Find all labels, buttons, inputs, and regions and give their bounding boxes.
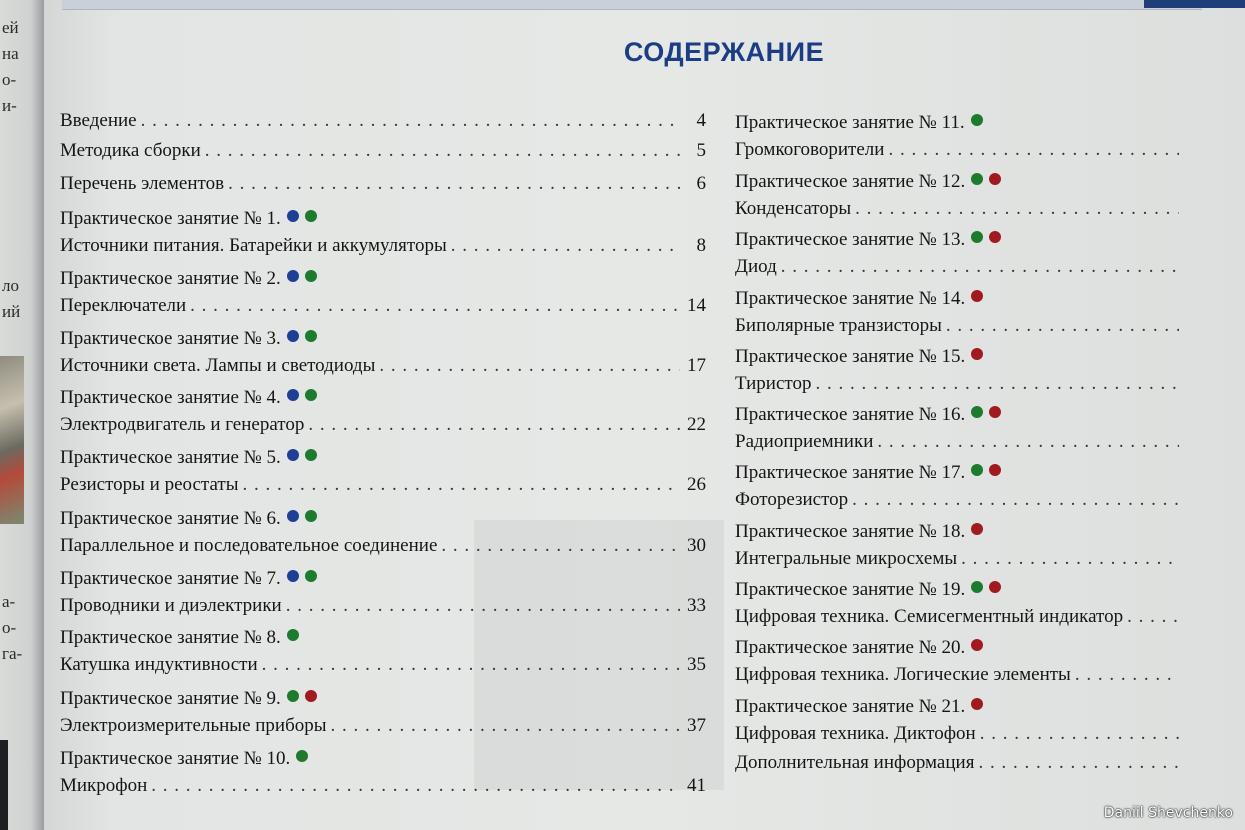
green-level-dot-icon [971, 173, 983, 185]
contents-entry[interactable] [60, 508, 706, 564]
lesson-heading: Практическое занятие № 1. [60, 208, 281, 229]
red-level-dot-icon [989, 173, 1001, 185]
contents-entry[interactable] [735, 579, 1205, 635]
red-level-dot-icon [989, 406, 1001, 418]
dot-leader [1075, 664, 1179, 686]
top-banner-edge [62, 0, 1202, 10]
dot-leader [978, 752, 1179, 774]
lesson-heading: Практическое занятие № 14. [735, 288, 966, 309]
contents-entry[interactable] [60, 140, 706, 169]
entry-title: Микрофон [60, 775, 148, 796]
left-page-photo [0, 356, 24, 524]
dot-leader [441, 535, 680, 557]
left-page-text-fragment: ей [2, 18, 19, 37]
dot-leader [815, 373, 1179, 395]
contents-entry[interactable] [735, 696, 1205, 752]
red-level-dot-icon [971, 290, 983, 302]
entry-title: Электроизмерительные приборы [60, 715, 327, 736]
green-level-dot-icon [305, 330, 317, 342]
entry-title: Фоторезистор [735, 489, 849, 510]
dot-leader [141, 110, 680, 132]
green-level-dot-icon [287, 629, 299, 641]
left-page-text-fragment: га- [2, 644, 23, 663]
red-level-dot-icon [989, 581, 1001, 593]
dot-leader [946, 315, 1179, 337]
contents-entry[interactable] [735, 637, 1205, 693]
green-level-dot-icon [305, 449, 317, 461]
contents-entry[interactable] [60, 110, 706, 139]
green-level-dot-icon [971, 406, 983, 418]
green-level-dot-icon [296, 750, 308, 762]
red-level-dot-icon [971, 348, 983, 360]
entry-title: Цифровая техника. Логические элементы [735, 664, 1071, 685]
lesson-heading: Практическое занятие № 16. [735, 404, 966, 425]
blue-level-dot-icon [287, 270, 299, 282]
page-number: 22 [687, 414, 706, 435]
left-page-text-fragment: о- [2, 70, 17, 89]
photo-credit-watermark: Daniil Shevchenko [1103, 805, 1233, 821]
blue-level-dot-icon [287, 449, 299, 461]
contents-entry[interactable] [60, 173, 706, 202]
page-number: 6 [696, 173, 706, 194]
entry-title: Громкоговорители [735, 139, 885, 160]
lesson-heading: Практическое занятие № 13. [735, 229, 966, 250]
blue-level-dot-icon [287, 330, 299, 342]
left-page-text-fragment: ий [2, 302, 21, 321]
entry-title: Диод [735, 256, 777, 277]
dot-leader [980, 723, 1179, 745]
green-level-dot-icon [971, 464, 983, 476]
contents-page [44, 0, 1245, 830]
dot-leader [228, 173, 680, 195]
page-number: 41 [687, 775, 706, 796]
dot-leader [151, 775, 680, 797]
lesson-heading: Практическое занятие № 4. [60, 387, 281, 408]
entry-title: Источники света. Лампы и светодиоды [60, 355, 376, 376]
page-number: 4 [696, 110, 706, 131]
entry-title: Дополнительная информация [735, 752, 975, 773]
contents-entry[interactable] [60, 268, 706, 324]
green-level-dot-icon [305, 570, 317, 582]
entry-title: Переключатели [60, 295, 187, 316]
contents-entry[interactable] [735, 462, 1205, 518]
dot-leader [781, 256, 1179, 278]
dot-leader [961, 548, 1179, 570]
contents-entry[interactable] [60, 627, 706, 683]
contents-entry[interactable] [60, 447, 706, 503]
left-page-dark-strip [0, 740, 8, 830]
page-number: 26 [687, 474, 706, 495]
dot-leader [242, 474, 680, 496]
green-level-dot-icon [287, 690, 299, 702]
contents-entry[interactable] [60, 387, 706, 443]
dot-leader [379, 355, 680, 377]
red-level-dot-icon [989, 231, 1001, 243]
blue-level-dot-icon [287, 389, 299, 401]
entry-title: Перечень элементов [60, 173, 225, 194]
left-page-text-fragment: а- [2, 592, 16, 611]
left-page-text-fragment: на [2, 44, 19, 63]
contents-entry[interactable] [735, 752, 1205, 781]
entry-title: Источники питания. Батарейки и аккумуляторы [60, 235, 447, 256]
red-level-dot-icon [971, 523, 983, 535]
page-number: 5 [696, 140, 706, 161]
blue-level-dot-icon [287, 570, 299, 582]
left-page-text-fragment: о- [2, 618, 17, 637]
contents-entry[interactable] [60, 328, 706, 384]
red-level-dot-icon [305, 690, 317, 702]
left-page-edge [0, 0, 44, 830]
lesson-heading: Практическое занятие № 21. [735, 696, 966, 717]
lesson-heading: Практическое занятие № 18. [735, 521, 966, 542]
entry-title: Проводники и диэлектрики [60, 595, 282, 616]
lesson-heading: Практическое занятие № 8. [60, 627, 281, 648]
green-level-dot-icon [305, 210, 317, 222]
dot-leader [205, 140, 680, 162]
page-number: 30 [687, 535, 706, 556]
lesson-heading: Практическое занятие № 3. [60, 328, 281, 349]
contents-entry[interactable] [735, 404, 1205, 460]
lesson-heading: Практическое занятие № 5. [60, 447, 281, 468]
green-level-dot-icon [971, 581, 983, 593]
lesson-heading: Практическое занятие № 9. [60, 688, 281, 709]
red-level-dot-icon [971, 639, 983, 651]
contents-entry[interactable] [60, 688, 706, 744]
dot-leader [852, 489, 1179, 511]
left-page-text-fragment: и- [2, 96, 17, 115]
entry-title: Катушка индуктивности [60, 654, 258, 675]
contents-entry[interactable] [60, 208, 706, 264]
dot-leader [286, 595, 680, 617]
entry-title: Электродвигатель и генератор [60, 414, 305, 435]
lesson-heading: Практическое занятие № 12. [735, 171, 966, 192]
green-level-dot-icon [305, 270, 317, 282]
dot-leader [331, 715, 680, 737]
dot-leader [877, 431, 1179, 453]
entry-title: Цифровая техника. Семисегментный индикатор [735, 606, 1124, 627]
contents-entry[interactable] [735, 346, 1205, 402]
lesson-heading: Практическое занятие № 19. [735, 579, 966, 600]
contents-entry[interactable] [60, 568, 706, 624]
contents-entry[interactable] [735, 229, 1205, 285]
dot-leader [262, 654, 680, 676]
entry-title: Радиоприемники [735, 431, 874, 452]
lesson-heading: Практическое занятие № 7. [60, 568, 281, 589]
dot-leader [190, 295, 680, 317]
dot-leader [451, 235, 680, 257]
contents-entry[interactable] [60, 748, 706, 804]
contents-entry[interactable] [735, 521, 1205, 577]
entry-title: Тиристор [735, 373, 812, 394]
contents-entry[interactable] [735, 112, 1205, 168]
top-corner-logo-edge [1144, 0, 1245, 8]
contents-entry[interactable] [735, 288, 1205, 344]
lesson-heading: Практическое занятие № 15. [735, 346, 966, 367]
green-level-dot-icon [305, 510, 317, 522]
dot-leader [1127, 606, 1179, 628]
entry-title: Биполярные транзисторы [735, 315, 942, 336]
page-number: 17 [687, 355, 706, 376]
left-page-text-fragment: ло [2, 276, 19, 295]
page-number: 33 [687, 595, 706, 616]
lesson-heading: Практическое занятие № 20. [735, 637, 966, 658]
blue-level-dot-icon [287, 210, 299, 222]
blue-level-dot-icon [287, 510, 299, 522]
lesson-heading: Практическое занятие № 17. [735, 462, 966, 483]
page-number: 14 [687, 295, 706, 316]
lesson-heading: Практическое занятие № 11. [735, 112, 965, 133]
entry-title: Конденсаторы [735, 198, 852, 219]
red-level-dot-icon [989, 464, 1001, 476]
entry-title: Методика сборки [60, 140, 201, 161]
dot-leader [888, 139, 1179, 161]
page-title: СОДЕРЖАНИЕ [623, 37, 825, 67]
contents-entry[interactable] [735, 171, 1205, 227]
green-level-dot-icon [305, 389, 317, 401]
dot-leader [855, 198, 1179, 220]
lesson-heading: Практическое занятие № 2. [60, 268, 281, 289]
green-level-dot-icon [971, 231, 983, 243]
red-level-dot-icon [971, 698, 983, 710]
entry-title: Параллельное и последовательное соединение [60, 535, 438, 556]
lesson-heading: Практическое занятие № 10. [60, 748, 291, 769]
dot-leader [308, 414, 680, 436]
entry-title: Цифровая техника. Диктофон [735, 723, 976, 744]
page-number: 35 [687, 654, 706, 675]
page-number: 37 [687, 715, 706, 736]
entry-title: Интегральные микросхемы [735, 548, 958, 569]
entry-title: Введение [60, 110, 137, 131]
lesson-heading: Практическое занятие № 6. [60, 508, 281, 529]
entry-title: Резисторы и реостаты [60, 474, 239, 495]
page-number: 8 [696, 235, 706, 256]
green-level-dot-icon [971, 114, 983, 126]
